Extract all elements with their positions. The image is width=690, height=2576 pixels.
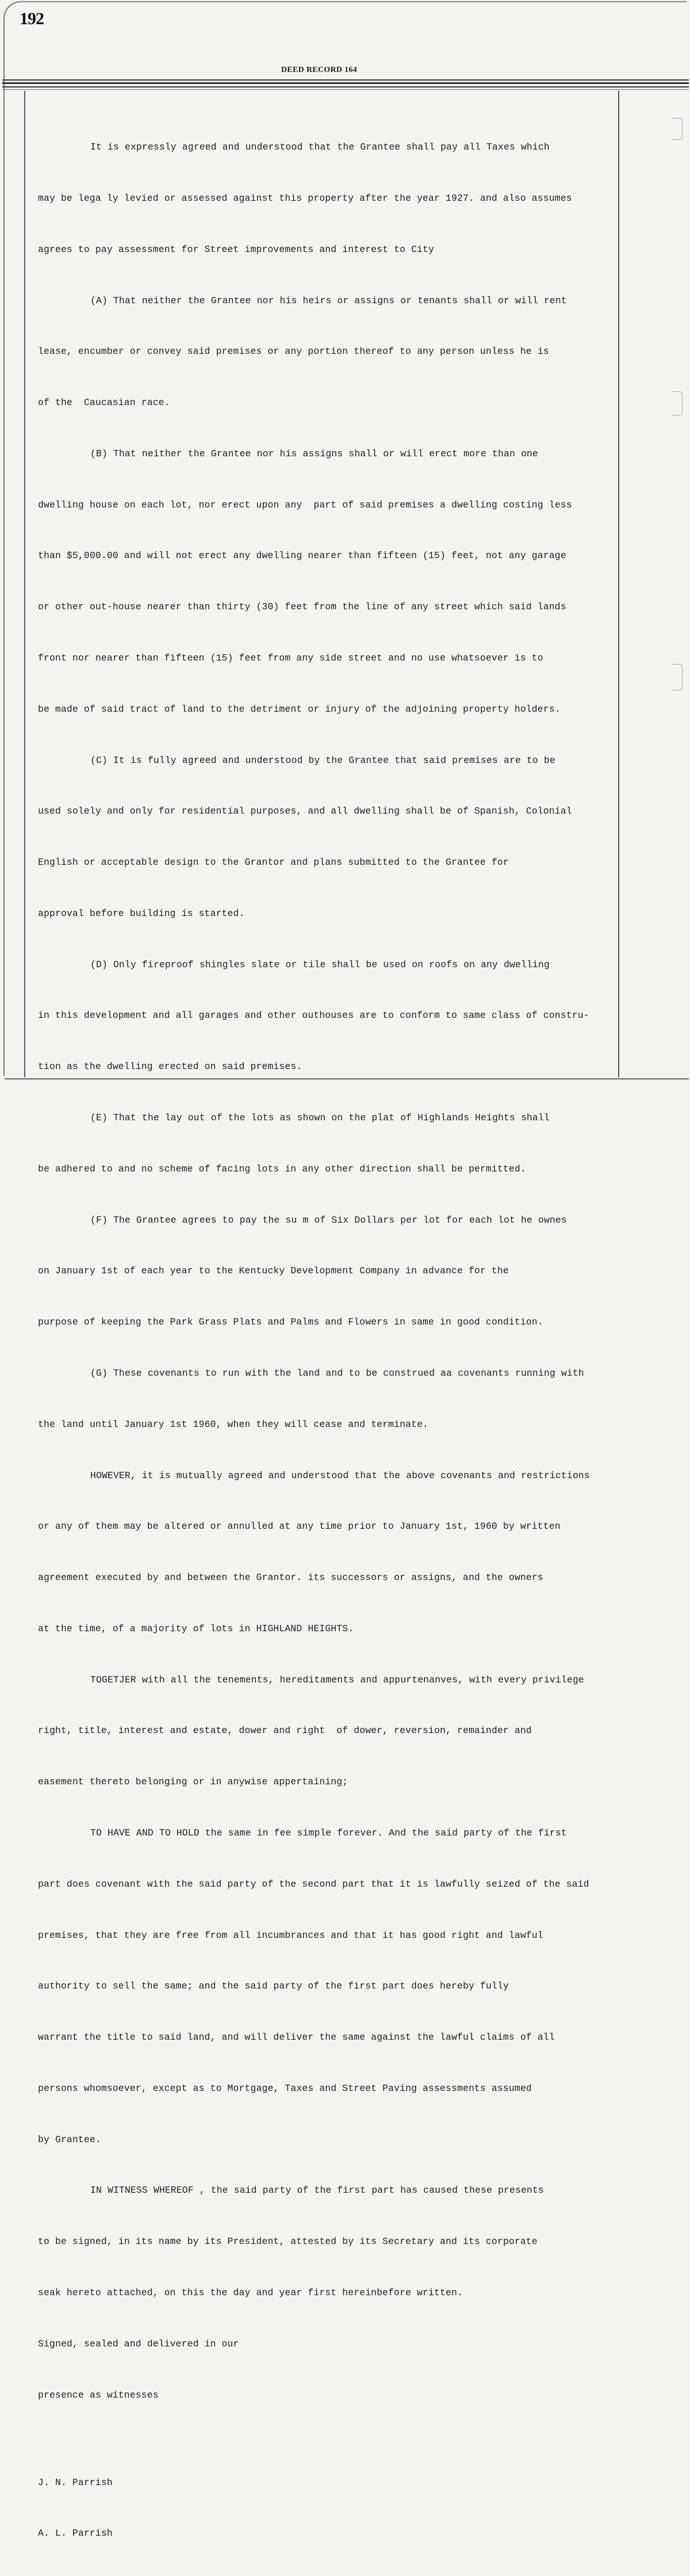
text-line: seak hereto attached, on this the day and year first hereinbefore written. bbox=[38, 2287, 463, 2298]
deed-body-text bbox=[38, 105, 618, 2576]
spacer bbox=[38, 2437, 618, 2440]
text-line: by Grantee. bbox=[38, 2134, 101, 2145]
text-line: purpose of keeping the Park Grass Plats and Palms and Flowers in same in good condition. bbox=[38, 1316, 543, 1328]
text-line: agreement executed by and between the Grantor. its successors or assigns, and the owners bbox=[38, 1572, 543, 1583]
text-line: (D) Only fireproof shingles slate or tile shall be used on roofs on any dwelling bbox=[90, 959, 550, 970]
page-left-edge bbox=[3, 17, 5, 1076]
text-line: dwelling house on each lot, nor erect upon any part of said premises a dwelling costing less bbox=[38, 499, 572, 510]
signature-block-line: presence as witnesses bbox=[38, 2389, 159, 2401]
binding-bracket bbox=[672, 664, 683, 690]
text-line: in this development and all garages and other outhouses are to conform to same class of constru- bbox=[38, 1010, 589, 1021]
left-margin-line bbox=[24, 91, 25, 1077]
text-line: English or acceptable design to the Grantor and plans submitted to the Grantee for bbox=[38, 857, 509, 868]
text-line: be adhered to and no scheme of facing lots in any other direction shall be permitted. bbox=[38, 1163, 526, 1174]
page-top-edge bbox=[21, 1, 687, 2]
header-rule bbox=[2, 79, 689, 81]
text-line: on January 1st of each year to the Kentucky Development Company in advance for the bbox=[38, 1265, 509, 1277]
text-line: (B) That neither the Grantee nor his assigns shall or will erect more than one bbox=[90, 448, 538, 459]
text-line: easement thereto belonging or in anywise appertaining; bbox=[38, 1776, 348, 1788]
signature-block-line: Signed, sealed and delivered in our bbox=[38, 2338, 239, 2349]
page-number: 192 bbox=[20, 9, 44, 28]
text-line: persons whomsoever, except as to Mortgage, Taxes and Street Paving assessments assumed bbox=[38, 2082, 532, 2094]
text-line: (E) That the lay out of the lots as shown on the plat of Highlands Heights shall bbox=[90, 1112, 550, 1124]
text-line: It is expressly agreed and understood that the Grantee shall pay all Taxes which bbox=[90, 142, 550, 153]
text-line: or other out-house nearer than thirty (30) feet from the line of any street which said lands bbox=[38, 601, 566, 613]
text-line: front nor nearer than fifteen (15) feet from any side street and no use whatsoever is to bbox=[38, 652, 543, 663]
witness-name: J. N. Parrish bbox=[38, 2476, 113, 2488]
header-rule bbox=[2, 89, 689, 90]
text-line: agrees to pay assessment for Street improvements and interest to City bbox=[38, 243, 435, 255]
header-rule bbox=[2, 86, 689, 87]
text-line: or any of them may be altered or annulled at any time prior to January 1st, 1960 by written bbox=[38, 1521, 561, 1532]
header-rule bbox=[2, 82, 689, 84]
text-line: HOWEVER, it is mutually agreed and understood that the above covenants and restrictions bbox=[90, 1470, 590, 1481]
text-line: at the time, of a majority of lots in HIGHLAND HEIGHTS. bbox=[38, 1623, 354, 1634]
text-line: of the Caucasian race. bbox=[38, 397, 170, 409]
binding-bracket bbox=[672, 118, 683, 140]
text-line: than $5,000.00 and will not erect any dwelling nearer than fifteen (15) feet, not any garage bbox=[38, 550, 566, 562]
witness-name: A. L. Parrish bbox=[38, 2528, 113, 2539]
text-line: TO HAVE AND TO HOLD the same in fee simple forever. And the said party of the first bbox=[90, 1827, 567, 1838]
text-line: part does covenant with the said party of the second part that it is lawfully seized of the said bbox=[38, 1878, 589, 1890]
text-line: (G) These covenants to run with the land and to be construed aa covenants running with bbox=[90, 1367, 584, 1379]
text-line: IN WITNESS WHEREOF , the said party of the first part has caused these presents bbox=[90, 2185, 544, 2196]
text-line: may be lega ly levied or assessed against this property after the year 1927. and also assumes bbox=[38, 192, 572, 204]
text-line: (C) It is fully agreed and understood by the Grantee that said premises are to be bbox=[90, 754, 555, 766]
page-header-title: DEED RECORD 164 bbox=[281, 66, 358, 74]
text-line: premises, that they are free from all incumbrances and that it has good right and lawful bbox=[38, 1929, 543, 1941]
text-line: tion as the dwelling erected on said premises. bbox=[38, 1061, 302, 1073]
text-line: right, title, interest and estate, dower and right of dower, reversion, remainder and bbox=[38, 1725, 532, 1737]
right-margin-line bbox=[618, 91, 619, 1077]
text-line: authority to sell the same; and the said party of the first part does hereby fully bbox=[38, 1980, 509, 1992]
text-line: TOGETJER with all the tenements, hereditaments and appurtenanves, with every privilege bbox=[90, 1674, 584, 1685]
text-line: (F) The Grantee agrees to pay the su m of Six Dollars per lot for each lot he ownes bbox=[90, 1214, 567, 1226]
text-line: lease, encumber or convey said premises or any portion thereof to any person unless he is bbox=[38, 346, 549, 357]
text-line: warrant the title to said land, and will deliver the same against the lawful claims of all bbox=[38, 2032, 555, 2043]
text-line: approval before building is started. bbox=[38, 907, 245, 919]
text-line: to be signed, in its name by its President, attested by its Secretary and its corporate bbox=[38, 2236, 538, 2247]
text-line: be made of said tract of land to the detriment or injury of the adjoining property holders. bbox=[38, 703, 561, 715]
text-line: (A) That neither the Grantee nor his heirs or assigns or tenants shall or will rent bbox=[90, 295, 567, 306]
text-line: used solely and only for residential purposes, and all dwelling shall be of Spanish, Colonial bbox=[38, 806, 572, 817]
text-line: the land until January 1st 1960, when they will cease and terminate. bbox=[38, 1418, 429, 1430]
binding-bracket bbox=[672, 391, 683, 415]
